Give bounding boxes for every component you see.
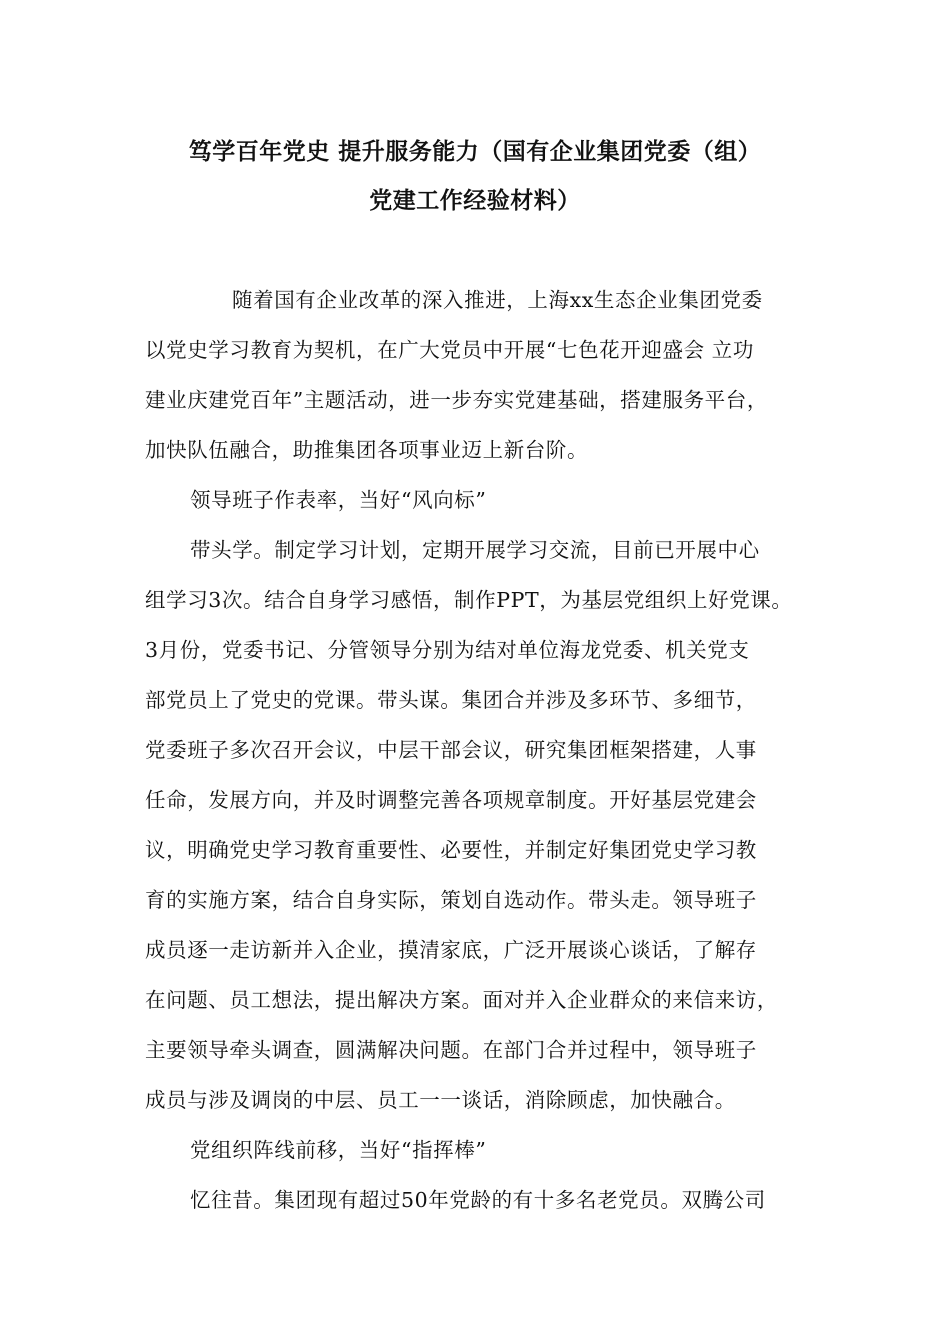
paragraph-line-16: 成员与涉及调岗的中层、员工一一谈话，消除顾虑，加快融合。 xyxy=(145,1088,736,1112)
document-title-line-1: 笃学百年党史 提升服务能力（国有企业集团党委（组） xyxy=(188,139,762,165)
paragraph-line-11: 议，明确党史学习教育重要性、必要性，并制定好集团党史学习教 xyxy=(145,838,757,862)
paragraph-line-3: 建业庆建党百年”主题活动，进一步夯实党建基础，搭建服务平台， xyxy=(145,388,768,412)
paragraph-line-17: 忆往昔。集团现有超过50年党龄的有十多名老党员。双腾公司 xyxy=(190,1188,766,1212)
document-title-line-2: 党建工作经验材料） xyxy=(369,188,581,214)
paragraph-line-13: 成员逐一走访新并入企业，摸清家底，广泛开展谈心谈话，了解存 xyxy=(145,938,757,962)
paragraph-line-9: 党委班子多次召开会议，中层干部会议，研究集团框架搭建，人事 xyxy=(145,738,757,762)
paragraph-line-14: 在问题、员工想法，提出解决方案。面对并入企业群众的来信来访， xyxy=(145,988,778,1012)
paragraph-line-1: 随着国有企业改革的深入推进，上海xx生态企业集团党委 xyxy=(232,288,763,312)
section-heading-2: 党组织阵线前移，当好“指挥棒” xyxy=(190,1138,487,1162)
paragraph-line-7: 3月份，党委书记、分管领导分别为结对单位海龙党委、机关党支 xyxy=(145,638,750,662)
paragraph-line-12: 育的实施方案，结合自身实际，策划自选动作。带头走。领导班子 xyxy=(145,888,757,912)
paragraph-line-2: 以党史学习教育为契机，在广大党员中开展“七色花开迎盛会 立功 xyxy=(145,338,754,362)
section-heading-1: 领导班子作表率，当好“风向标” xyxy=(190,488,487,512)
paragraph-line-4: 加快队伍融合，助推集团各项事业迈上新台阶。 xyxy=(145,438,589,462)
paragraph-line-8: 部党员上了党史的党课。带头谋。集团合并涉及多环节、多细节， xyxy=(145,688,757,712)
paragraph-line-10: 任命，发展方向，并及时调整完善各项规章制度。开好基层党建会 xyxy=(145,788,757,812)
paragraph-line-15: 主要领导牵头调查，圆满解决问题。在部门合并过程中，领导班子 xyxy=(145,1038,757,1062)
paragraph-line-5: 带头学。制定学习计划，定期开展学习交流，目前已开展中心 xyxy=(190,538,760,562)
paragraph-line-6: 组学习3次。结合自身学习感悟，制作PPT，为基层党组织上好党课。 xyxy=(145,588,793,612)
